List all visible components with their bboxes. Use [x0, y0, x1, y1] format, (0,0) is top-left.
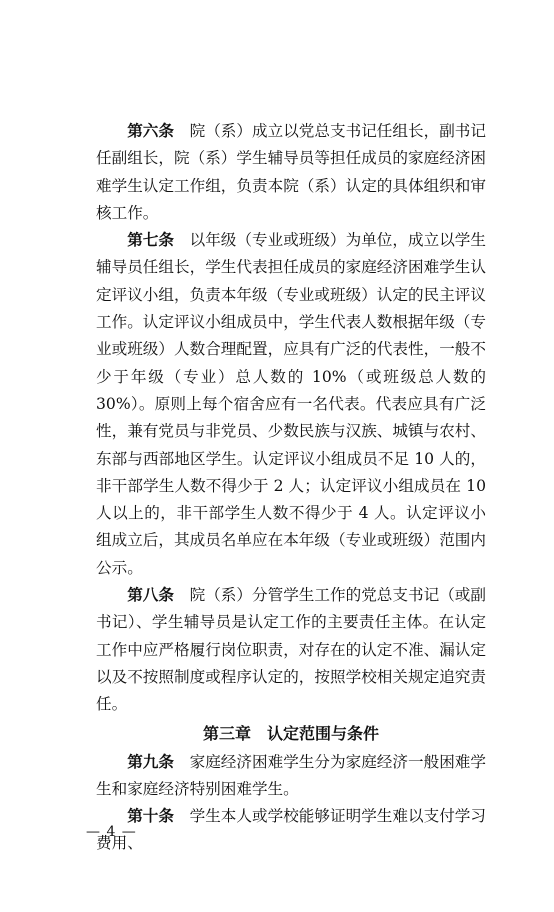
article-9-heading: 第九条 [127, 752, 174, 771]
article-7-paragraph [96, 227, 486, 582]
document-body [96, 118, 486, 858]
page-number: — 4 — [86, 824, 137, 840]
chapter-title: 第三章 认定范围与条件 [202, 723, 379, 743]
article-6-text: 院（系）成立以党总支书记任组长，副书记任副组长，院（系）学生辅导员等担任成员的家庭经济困难学生认定工作组，负责本院（系）认定的具体组织和审核工作。 [96, 122, 486, 222]
article-8-heading: 第八条 [127, 586, 174, 605]
article-6-paragraph [96, 118, 486, 227]
article-9-paragraph [96, 749, 486, 804]
article-10-text: 学生本人或学校能够证明学生难以支付学习费用、 [96, 807, 486, 853]
article-10-heading: 第十条 [127, 807, 174, 826]
article-7-heading: 第七条 [127, 231, 174, 250]
article-9-text: 家庭经济困难学生分为家庭经济一般困难学生和家庭经济特别困难学生。 [96, 752, 486, 798]
article-8-paragraph [96, 582, 486, 718]
article-6-heading: 第六条 [127, 122, 174, 140]
article-7-text: 以年级（专业或班级）为单位，成立以学生辅导员任组长，学生代表担任成员的家庭经济困难学生认定评议小组，负责本年级（专业或班级）认定的民主评议工作。认定评议小组成员中，学生代表人数根据年级（专业或班级）人数合理配置，应具有广泛的代表性，一般不少于年级（专业）总人数的 10%（或班级总人数的 30%）。原则上每个宿舍应有一名代表。代表应具有广泛性，兼有党员与非党员、少数民族与汉族、城镇与农村、东部与西部地区学生。认定评议小组成员不足 10 人的，非干部学生人数不得少于 2 人；认定评议小组成员在 10 人以上的，非干部学生人数不得少于 4 人。认定评议小组成立后，其成员名单应在本年级（专业或班级）范围内公示。 [96, 231, 486, 577]
article-8-text: 院（系）分管学生工作的党总支书记（或副书记）、学生辅导员是认定工作的主要责任主体。在认定工作中应严格履行岗位职责，对存在的认定不准、漏认定以及不按照制度或程序认定的，按照学校相关规定追究责任。 [96, 586, 486, 714]
article-10-paragraph [96, 803, 486, 858]
